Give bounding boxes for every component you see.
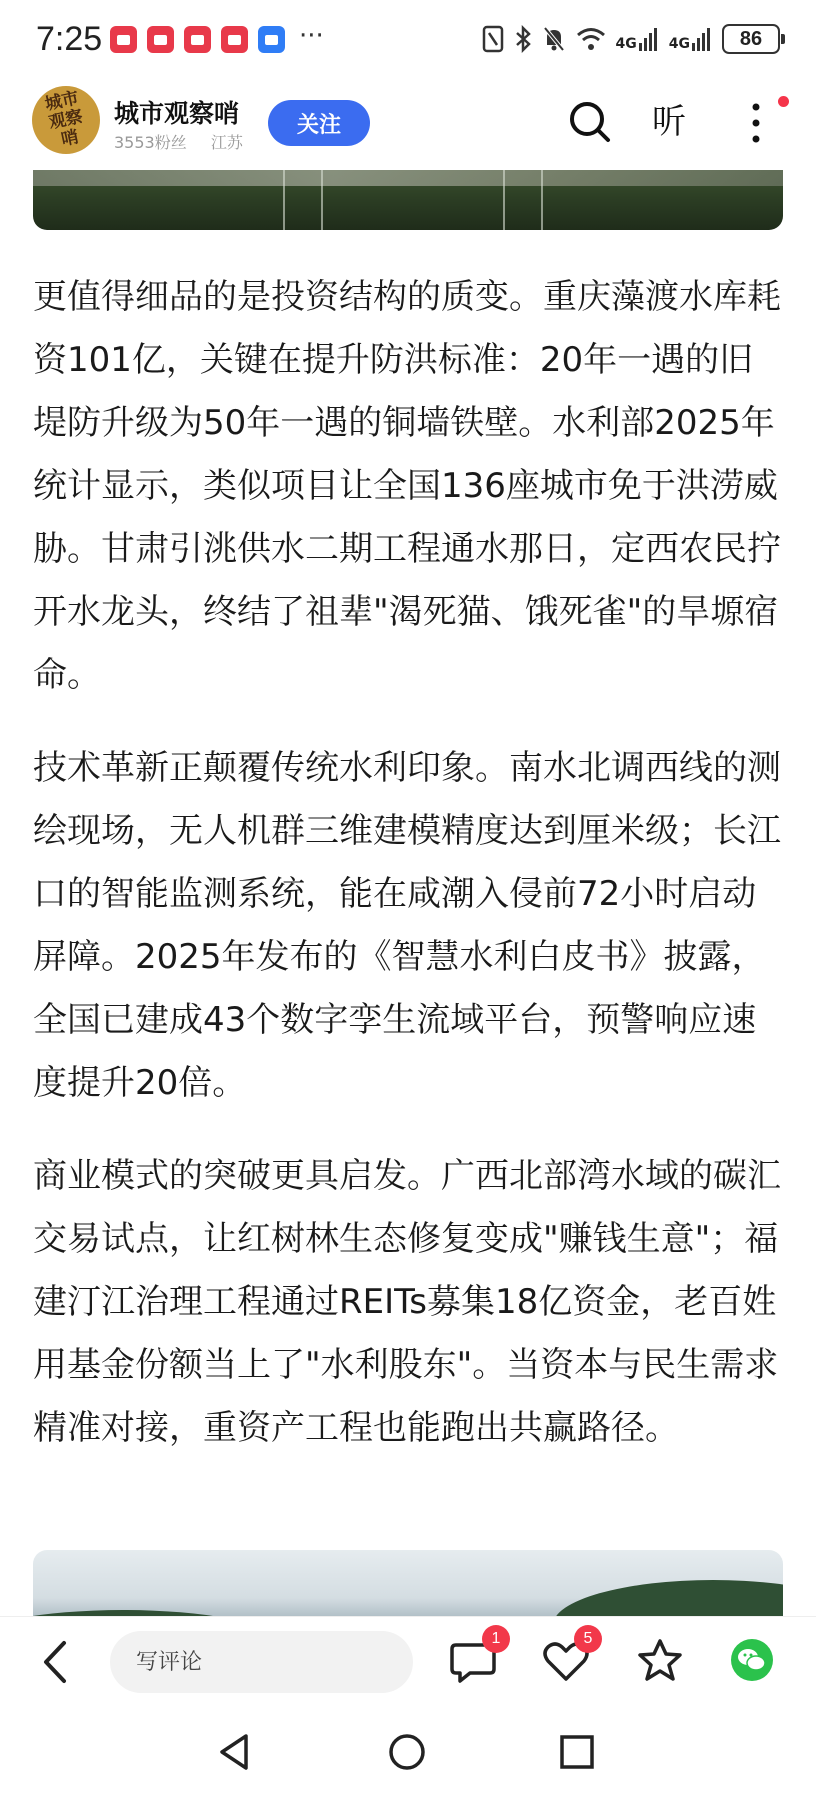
- search-icon[interactable]: [566, 98, 614, 146]
- author-meta: [114, 130, 243, 153]
- recents-square-icon[interactable]: [553, 1728, 601, 1776]
- status-time: 7:25: [36, 20, 103, 58]
- wechat-share-button[interactable]: [731, 1639, 773, 1681]
- notification-dot: [778, 96, 789, 107]
- listen-button[interactable]: 听: [652, 102, 686, 142]
- avatar[interactable]: [32, 86, 100, 154]
- avatar-text: 城市观察哨: [43, 87, 85, 150]
- like-count-badge: 5: [574, 1625, 602, 1653]
- bottom-action-bar: [0, 1616, 816, 1706]
- app-notification-icon: [184, 26, 211, 53]
- chevron-left-icon[interactable]: [36, 1637, 76, 1687]
- article-header: [0, 80, 816, 170]
- wifi-icon: [576, 26, 606, 52]
- system-icons: [482, 24, 780, 54]
- paragraph: 更值得细品的是投资结构的质变。重庆藻渡水库耗资101亿，关键在提升防洪标准：20年一遇的旧堤防升级为50年一遇的铜墙铁壁。水利部2025年统计显示，类似项目让全国136座城市免于洪涝威胁。甘肃引洮供水二期工程通水那日，定西农民拧开水龙头，终结了祖辈"渴死猫、饿死雀"的旱塬宿命。: [33, 277, 781, 695]
- back-triangle-icon[interactable]: [212, 1728, 260, 1776]
- like-button[interactable]: [540, 1630, 593, 1687]
- app-notification-icon: [110, 26, 137, 53]
- article-image[interactable]: [33, 1550, 783, 1616]
- comment-input[interactable]: [110, 1631, 413, 1693]
- comment-count-badge: 1: [482, 1625, 510, 1653]
- battery-icon: 86: [722, 24, 780, 54]
- cell-signal-icon: 4G: [616, 27, 659, 51]
- mute-icon: [542, 25, 566, 53]
- notification-icons: [110, 21, 324, 53]
- follow-button[interactable]: 关注: [268, 100, 370, 146]
- cell-signal-icon: 4G: [669, 27, 712, 51]
- article-body: [0, 166, 816, 1616]
- wechat-icon: [731, 1639, 773, 1681]
- favorite-button[interactable]: [634, 1635, 686, 1687]
- system-nav-bar: [0, 1706, 816, 1800]
- follower-count: 3553粉丝: [114, 133, 187, 152]
- app-notification-icon: [258, 26, 285, 53]
- bluetooth-icon: [514, 25, 532, 53]
- article-text: [33, 266, 785, 1490]
- app-notification-icon: [147, 26, 174, 53]
- paragraph: 技术革新正颠覆传统水利印象。南水北调西线的测绘现场，无人机群三维建模精度达到厘米级；长江口的智能监测系统，能在咸潮入侵前72小时启动屏障。2025年发布的《智慧水利白皮书》披露，全国已建成43个数字孪生流域平台，预警响应速度提升20倍。: [33, 748, 781, 1103]
- author-location: 江苏: [210, 133, 243, 152]
- author-name[interactable]: 城市观察哨: [114, 99, 240, 128]
- article-image[interactable]: [33, 166, 783, 230]
- star-icon: [634, 1635, 686, 1687]
- app-notification-icon: [221, 26, 248, 53]
- home-circle-icon[interactable]: [383, 1728, 431, 1776]
- more-vertical-icon[interactable]: [744, 100, 768, 146]
- more-notifications-icon: ···: [299, 21, 324, 51]
- status-bar: [0, 0, 816, 80]
- paragraph: 商业模式的突破更具启发。广西北部湾水域的碳汇交易试点，让红树林生态修复变成"赚钱生意"；福建汀江治理工程通过REITs募集18亿资金，老百姓用基金份额当上了"水利股东"。当资本与民生需求精准对接，重资产工程也能跑出共赢路径。: [33, 1156, 781, 1448]
- nfc-icon: [482, 25, 504, 53]
- comment-button[interactable]: [448, 1630, 501, 1687]
